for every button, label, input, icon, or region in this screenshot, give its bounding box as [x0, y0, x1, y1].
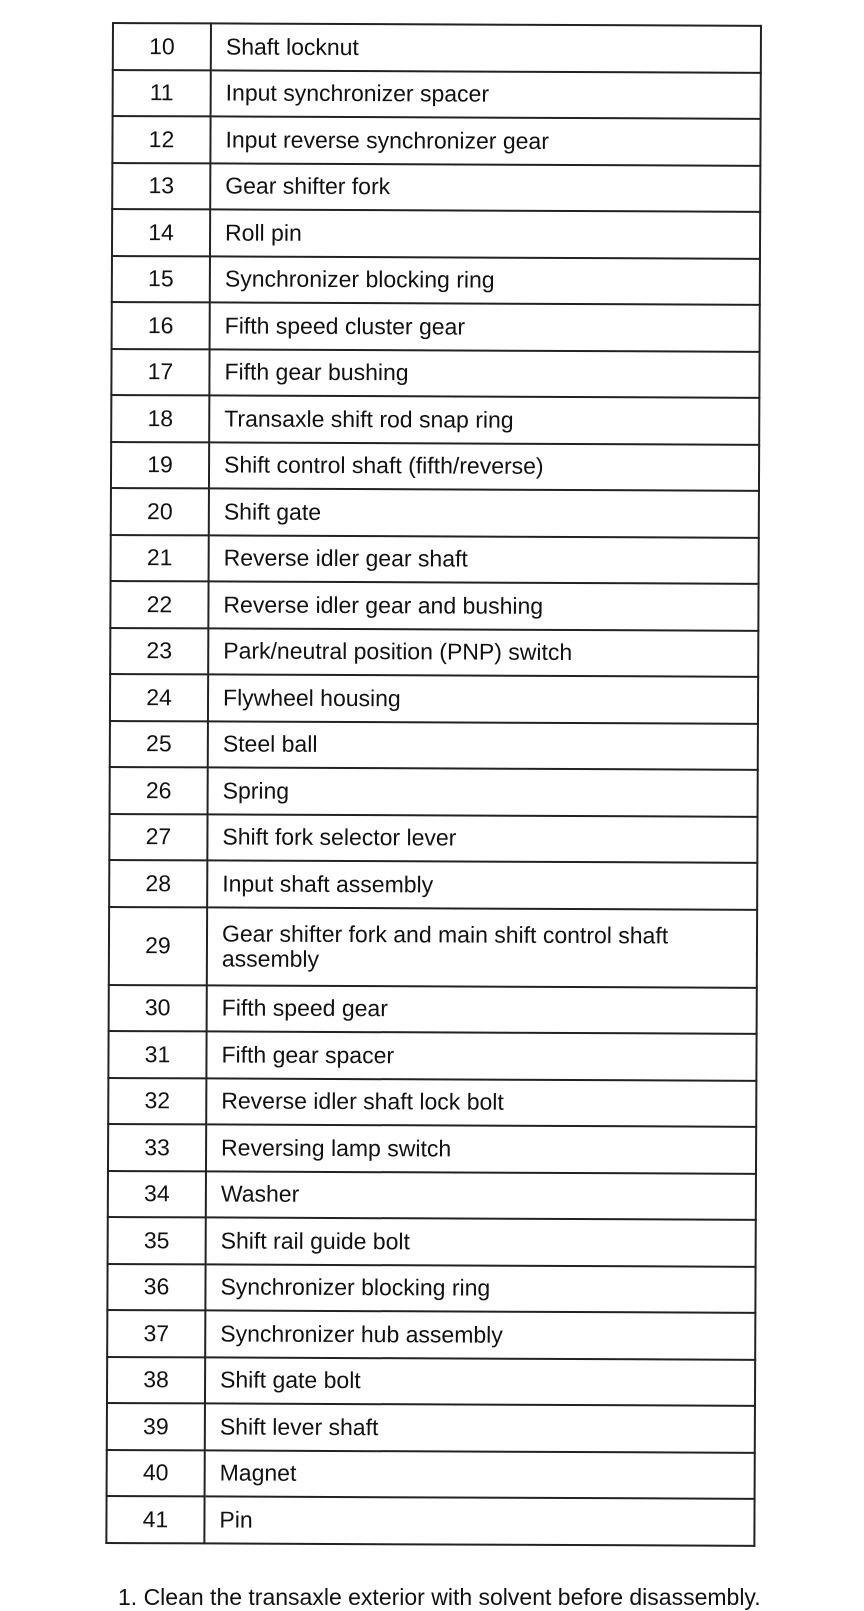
table-row: [113, 70, 761, 119]
table-row: [107, 1310, 755, 1359]
part-description: Synchronizer blocking ring: [205, 1264, 755, 1313]
part-description: Shift gate: [209, 488, 759, 537]
table-row: [109, 813, 757, 862]
part-number: 15: [112, 256, 210, 303]
part-number: 40: [107, 1449, 205, 1496]
part-description: Shift rail guide bolt: [206, 1217, 756, 1266]
table-row: [111, 349, 759, 398]
part-number: 16: [112, 302, 210, 349]
footnote-text: 1. Clean the transaxle exterior with solvent before disassembly.: [118, 1584, 761, 1610]
part-description: Synchronizer blocking ring: [210, 256, 760, 305]
table-row: [108, 1217, 756, 1266]
table-row: [107, 1403, 755, 1452]
part-description: Gear shifter fork: [210, 163, 760, 212]
part-number: 30: [109, 984, 207, 1031]
part-description: Flywheel housing: [208, 674, 758, 723]
table-row: [110, 720, 758, 769]
part-number: 39: [107, 1403, 205, 1450]
table-row: [109, 984, 757, 1033]
part-number: 21: [111, 534, 209, 581]
part-number: 35: [108, 1217, 206, 1264]
part-number: 38: [107, 1356, 205, 1403]
part-description: Gear shifter fork and main shift control shaft assembly: [207, 907, 757, 987]
part-number: 10: [113, 23, 211, 70]
part-description: Roll pin: [210, 209, 760, 258]
part-description: Input shaft assembly: [207, 860, 757, 909]
part-description: Fifth speed gear: [207, 985, 757, 1034]
part-description: Fifth speed cluster gear: [210, 302, 760, 351]
part-description: Input synchronizer spacer: [211, 70, 761, 119]
table-row: [107, 1449, 755, 1498]
part-description: Reverse idler gear and bushing: [208, 581, 758, 630]
part-description: Fifth gear spacer: [206, 1031, 756, 1080]
part-description: Steel ball: [208, 721, 758, 770]
table-row: [112, 302, 760, 351]
part-number: 32: [108, 1077, 206, 1124]
table-row: [111, 395, 759, 444]
part-number: 36: [107, 1263, 205, 1310]
part-description: Transaxle shift rod snap ring: [209, 395, 759, 444]
table-row: [108, 1077, 756, 1126]
table-row: [107, 1263, 755, 1312]
part-description: Shift gate bolt: [205, 1357, 755, 1406]
table-row: [110, 767, 758, 816]
part-number: 34: [108, 1170, 206, 1217]
part-number: 31: [108, 1031, 206, 1078]
part-description: Spring: [208, 767, 758, 816]
part-number: 22: [110, 581, 208, 628]
part-description: Washer: [206, 1171, 756, 1220]
table-row: [109, 906, 757, 987]
table-row: [112, 116, 760, 165]
part-number: 11: [113, 70, 211, 117]
table-row: [108, 1124, 756, 1173]
part-number: 27: [109, 813, 207, 860]
part-number: 28: [109, 860, 207, 907]
part-number: 19: [111, 442, 209, 489]
part-description: Input reverse synchronizer gear: [210, 116, 760, 165]
part-number: 17: [111, 349, 209, 396]
part-number: 33: [108, 1124, 206, 1171]
table-row: [112, 256, 760, 305]
part-description: Shaft locknut: [211, 23, 761, 72]
table-row: [110, 674, 758, 723]
table-row: [111, 488, 759, 537]
part-number: 12: [112, 116, 210, 163]
table-row: [110, 627, 758, 676]
part-number: 25: [110, 720, 208, 767]
part-number: 20: [111, 488, 209, 535]
part-description: Reversing lamp switch: [206, 1124, 756, 1173]
table-row: [112, 209, 760, 258]
part-description: Pin: [204, 1496, 754, 1545]
parts-table-body: [106, 23, 761, 1545]
part-description: Synchronizer hub assembly: [205, 1310, 755, 1359]
part-number: 41: [106, 1496, 204, 1543]
part-number: 23: [110, 627, 208, 674]
part-number: 18: [111, 395, 209, 442]
part-number: 13: [112, 163, 210, 210]
part-description: Park/neutral position (PNP) switch: [208, 628, 758, 677]
part-description: Reverse idler gear shaft: [209, 535, 759, 584]
part-number: 29: [109, 906, 207, 984]
part-description: Magnet: [205, 1450, 755, 1499]
part-description: Shift fork selector lever: [207, 814, 757, 863]
table-row: [112, 163, 760, 212]
table-row: [111, 534, 759, 583]
table-row: [109, 860, 757, 909]
table-row: [110, 581, 758, 630]
table-row: [107, 1356, 755, 1405]
part-number: 14: [112, 209, 210, 256]
table-row: [108, 1031, 756, 1080]
part-number: 37: [107, 1310, 205, 1357]
parts-legend-table: [105, 22, 762, 1546]
table-row: [106, 1496, 754, 1545]
part-description: Fifth gear bushing: [209, 349, 759, 398]
part-description: Shift control shaft (fifth/reverse): [209, 442, 759, 491]
part-number: 24: [110, 674, 208, 721]
part-description: Shift lever shaft: [205, 1403, 755, 1452]
table-row: [108, 1170, 756, 1219]
table-row: [113, 23, 761, 72]
part-number: 26: [110, 767, 208, 814]
part-description: Reverse idler shaft lock bolt: [206, 1078, 756, 1127]
table-row: [111, 442, 759, 491]
